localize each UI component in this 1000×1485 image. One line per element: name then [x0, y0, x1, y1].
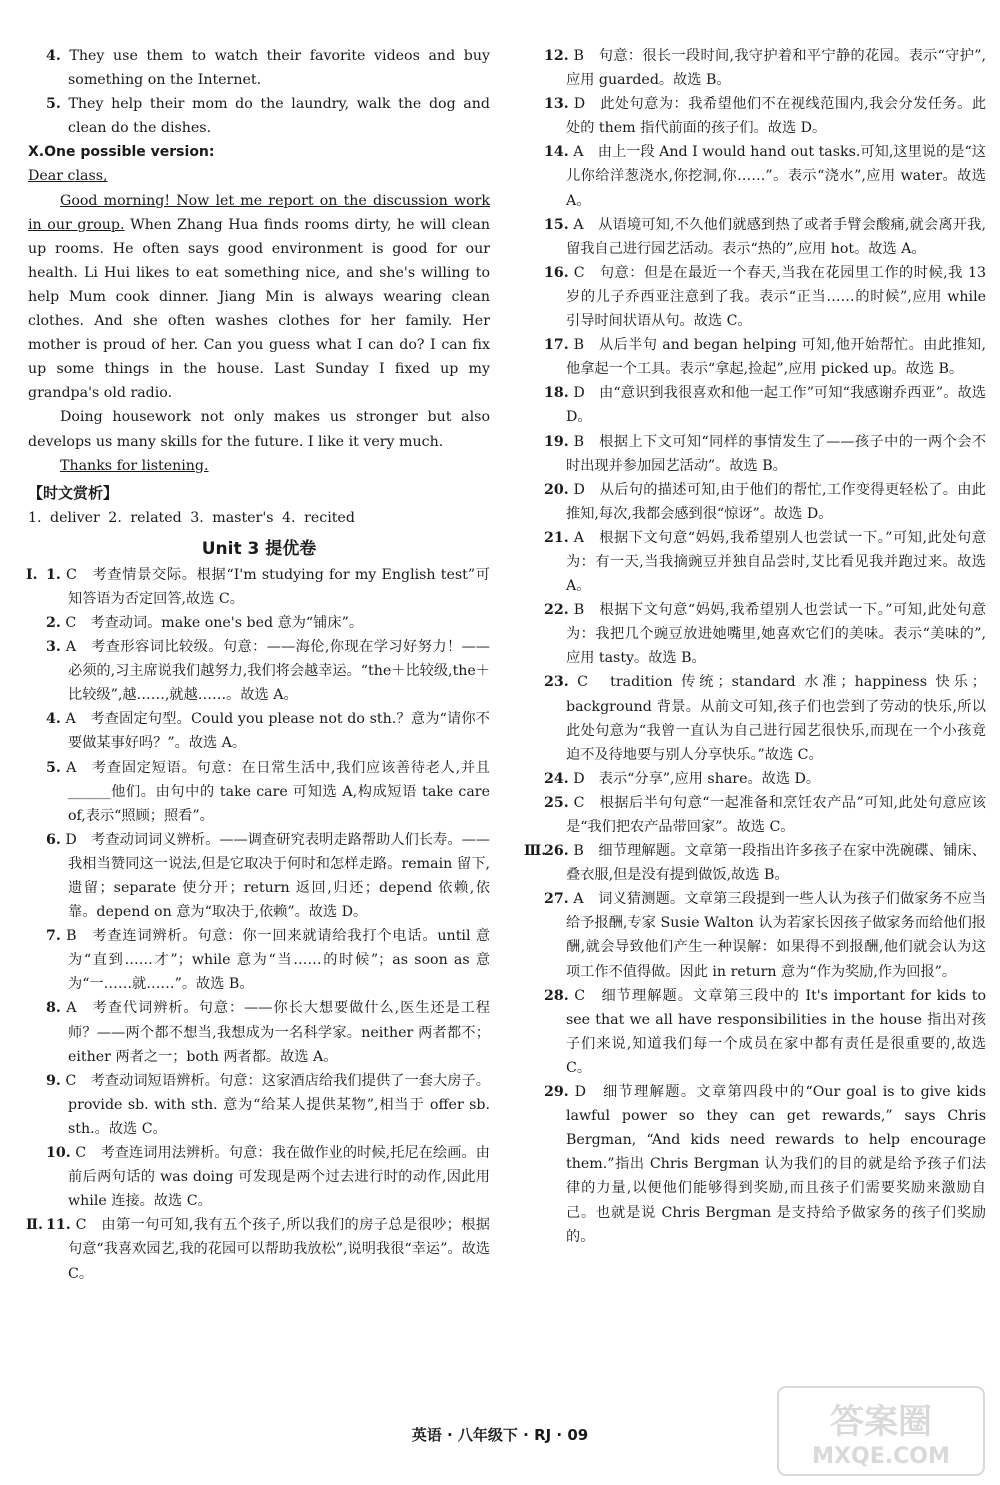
item-number: 18. — [544, 385, 569, 402]
right-column — [526, 44, 986, 1249]
unit-title: Unit 3 提优卷 — [201, 538, 317, 559]
item-text: D 表示“分享”,应用 share。故选 D。 — [573, 770, 821, 787]
item-text: C 根据后半句句意“一起准备和烹饪农产品”可知,此处句意应该是“我们把农产品带回家”。故选 C。 — [566, 794, 986, 835]
answer-item — [28, 828, 490, 924]
item-number: 16. — [544, 264, 569, 281]
item-text: A 根据下文句意“妈妈,我希望别人也尝试一下。”可知,此处句意为：有一天,当我摘豌豆并独自品尝时,艾比看见我并跑过来。故选 A。 — [566, 529, 986, 595]
section-roman: Ⅲ. — [524, 843, 547, 860]
item-text: D 从后句的描述可知,由于他们的帮忙,工作变得更轻松了。由此推知,每次,我都会感到很“惊讶”。故选 D。 — [566, 481, 986, 522]
letter-paragraph-1 — [28, 189, 490, 406]
item-number: 20. — [544, 481, 569, 498]
item-number: 24. — [544, 770, 569, 787]
item-number: 4. — [46, 711, 61, 728]
letter-opening: Good morning! Now let me report on the discussion work in our group. — [28, 192, 490, 233]
item-number: 5. — [46, 759, 61, 776]
item-number: 8. — [46, 1000, 61, 1017]
item-text: A 从语境可知,不久他们就感到热了或者手臂会酸痛,就会离开我,留我自己进行园艺活动。表示“热的”,应用 hot。故选 A。 — [566, 216, 986, 257]
item-number: 15. — [544, 216, 569, 233]
item-text: B 考查连词辨析。句意：你一回来就请给我打个电话。until 意为“直到……才”；while 意为“当……的时候”；as soon as 意为“一……就……”。故选 B。 — [66, 928, 490, 993]
section-2-answers — [526, 44, 986, 1249]
shiwen-answers: 1. deliver 2. related 3. master's 4. recited — [28, 509, 355, 526]
item-number: 6. — [46, 831, 61, 848]
item-text: A 考查代词辨析。句意：——你长大想要做什么,医生还是工程师？——两个都不想当,我想成为一名科学家。neither 两者都不；either 两者之一；both 两者都。故选 A。 — [66, 1000, 490, 1065]
letter-salutation — [28, 164, 490, 188]
item-text: C 由第一句可知,我有五个孩子,所以我们的房子总是很吵；根据句意“我喜欢园艺,我的花园可以帮助我放松”,说明我很“幸运”。故选 C。 — [68, 1217, 490, 1282]
item-number: 4. — [46, 48, 61, 64]
letter-closing — [28, 454, 490, 478]
answer-item — [526, 213, 986, 261]
answer-item — [526, 430, 986, 478]
answer-item — [28, 756, 490, 828]
item-text: C 考查动词。make one's bed 意为“铺床”。 — [65, 614, 364, 631]
answer-item — [526, 44, 986, 92]
answer-item — [28, 44, 490, 92]
item-text: B 细节理解题。文章第一段指出许多孩子在家中洗碗碟、铺床、叠衣服,但是没有提到做饭,故选 B。 — [566, 843, 986, 884]
answer-item — [526, 140, 986, 212]
answer-item — [526, 984, 986, 1080]
item-number: 17. — [544, 337, 569, 354]
answer-item — [526, 333, 986, 381]
answer-item — [526, 478, 986, 526]
answer-item — [526, 670, 986, 766]
answer-item — [28, 92, 490, 140]
item-number: 13. — [544, 96, 569, 113]
answer-item — [28, 1069, 490, 1141]
item-number: 23. — [544, 674, 569, 691]
answer-item — [526, 887, 986, 983]
item-number: 2. — [46, 614, 61, 631]
item-text: A 考查固定短语。句意：在日常生活中,我们应该善待老人,并且______他们。由句中的 take care 可知选 A,构成短语 take care of,表示“照顾；照看”。 — [66, 759, 490, 824]
item-text: B 根据上下文可知“同样的事情发生了——孩子中的一两个会不时出现并参加园艺活动”。故选 B。 — [566, 433, 987, 474]
answer-item — [28, 924, 490, 996]
page-footer: 英语 · 八年级下 · RJ · 09 — [411, 1426, 589, 1444]
watermark-logo — [776, 1385, 986, 1477]
item-text: D 细节理解题。文章第四段中的“Our goal is to give kids lawful power so they can get rewards,” says Chris Bergman, “And kids need rewards to help encourage them.”指出 Chris Bergman 认为我们的目的就是给予孩子们法律的力量,以便他们能够得到奖励,而且孩子们需要奖励来激励自己。也就是说 Chris Bergman 是支持给予做家务的孩子们奖励的。 — [566, 1084, 986, 1245]
answer-item — [28, 996, 490, 1068]
answer-item — [526, 767, 986, 791]
item-text: B 从后半句 and began helping 可知,他开始帮忙。由此推知,他拿起一个工具。表示“拿起,捡起”,应用 picked up。故选 B。 — [566, 337, 986, 378]
section-x-heading — [28, 140, 490, 164]
item-text: C 考查连词用法辨析。句意：我在做作业的时候,托尼在绘画。由前后两句话的 was doing 可发现是两个过去进行时的动作,因此用 while 连接。故选 C。 — [68, 1145, 490, 1210]
left-column — [28, 44, 490, 1286]
item-text: D 此处句意为：我希望他们不在视线范围内,我会分发任务。此处的 them 指代前面的孩子们。故选 D。 — [566, 96, 987, 137]
answer-item — [28, 635, 490, 707]
watermark-line-2: MXQE.COM — [812, 1444, 950, 1469]
item-number: 19. — [544, 433, 569, 450]
item-number: 22. — [544, 602, 569, 619]
answer-item — [28, 1141, 490, 1213]
item-text: C tradition 传统；standard 水准；happiness 快乐；background 背景。从前文可知,孩子们也尝到了劳动的快乐,所以此处句意为“我曾一直认为自己进行园艺很快乐,而现在一个小孩竟迫不及待地要与别人分享快乐。”故选 C。 — [566, 674, 986, 763]
item-number: 21. — [544, 529, 569, 546]
item-number: 7. — [46, 928, 61, 945]
item-number: 12. — [544, 48, 569, 64]
item-text: D 考查动词词义辨析。——调查研究表明走路帮助人们长寿。——我相当赞同这一说法,但是它取决于何时和怎样走路。remain 留下,遗留；separate 使分开；return 返回,归还；depend 依赖,依靠。depend on 意为“取决于,依赖”。故选 D。 — [65, 831, 490, 921]
section-x-label: Ⅹ. — [28, 144, 45, 161]
item-number: 25. — [544, 794, 569, 811]
watermark-line-1: 答案圈 — [830, 1402, 932, 1442]
answer-item — [526, 381, 986, 429]
item-text: C 考查情景交际。根据“I'm studying for my English test”可知答语为否定回答,故选 C。 — [66, 566, 490, 607]
answer-item — [526, 839, 986, 887]
item-number: 1. — [46, 566, 61, 583]
item-number: 14. — [544, 144, 569, 161]
item-number: 5. — [46, 96, 61, 113]
section-roman: Ⅱ. — [26, 1217, 43, 1234]
item-number: 29. — [544, 1084, 569, 1101]
item-number: 27. — [544, 891, 569, 908]
answer-item — [28, 707, 490, 755]
item-text: A 考查形容词比较级。句意：——海伦,你现在学习好努力！——必须的,习主席说我们越努力,我们将会越幸运。“the＋比较级,the＋比较级”,越……,就越……。故选 A。 — [65, 639, 490, 704]
closing-text: Thanks for listening. — [60, 457, 209, 474]
answer-item — [28, 1213, 490, 1285]
answer-item — [526, 261, 986, 333]
item-text: They use them to watch their favorite videos and buy something on the Internet. — [68, 48, 490, 89]
answer-item — [526, 598, 986, 670]
shiwen-heading: 【时文赏析】 — [28, 483, 119, 502]
answer-item — [526, 791, 986, 839]
letter-paragraph-2: Doing housework not only makes us stronger but also develops us many skills for the future. I like it very much. — [28, 409, 490, 450]
item-number: 10. — [46, 1145, 71, 1162]
item-text: A 考查固定句型。Could you please not do sth.？意为“请你不要做某事好吗？”。故选 A。 — [65, 711, 490, 752]
item-text: C 考查动词短语辨析。句意：这家酒店给我们提供了一套大房子。provide sb. with sth. 意为“给某人提供某物”,相当于 offer sb. sth.。故选 C。 — [65, 1072, 490, 1137]
answer-item — [526, 1080, 986, 1249]
item-number: 28. — [544, 987, 569, 1004]
item-text: B 句意：很长一段时间,我守护着和平宁静的花园。表示“守护”,应用 guarded。故选 B。 — [566, 48, 986, 89]
item-text: They help their mom do the laundry, walk the dog and clean do the dishes. — [68, 96, 490, 137]
item-number: 3. — [46, 639, 61, 656]
item-number: 9. — [46, 1072, 61, 1089]
item-text: B 根据下文句意“妈妈,我希望别人也尝试一下。”可知,此处句意为：我把几个豌豆放进她嘴里,她喜欢它们的美味。表示“美味的”,应用 tasty。故选 B。 — [566, 602, 986, 667]
answer-item — [526, 92, 986, 140]
item-number: 26. — [544, 843, 569, 860]
item-text: D 由“意识到我很喜欢和他一起工作”可知“我感谢乔西亚”。故选 D。 — [566, 385, 986, 426]
answer-item — [28, 563, 490, 611]
answer-item — [28, 611, 490, 635]
salutation-text: Dear class, — [28, 168, 108, 185]
section-x-title: One possible version: — [44, 144, 215, 161]
answer-item — [526, 526, 986, 598]
item-text: A 由上一段 And I would hand out tasks.可知,这里说的是“这儿你给洋葱浇水,你挖洞,你……”。表示“浇水”,应用 water。故选 A。 — [566, 144, 986, 209]
item-text: A 词义猜测题。文章第三段提到一些人认为孩子们做家务不应当给予报酬,专家 Susie Walton 认为若家长因孩子做家务而给他们报酬,就会导致他们产生一种误解：如果得不到报酬,他们就会认为这项工作不值得做。因此 in return 意为“作为奖励,作为回报”。 — [566, 891, 987, 980]
item-text: C 句意：但是在最近一个春天,当我在花园里工作的时候,我 13 岁的儿子乔西亚注意到了我。表示“正当……的时候”,应用 while 引导时间状语从句。故选 C。 — [566, 264, 986, 330]
section-1-answers — [28, 563, 490, 1286]
item-text: C 细节理解题。文章第三段中的 It's important for kids to see that we all have responsibilities in the house 指出对孩子们来说,知道我们每一个成员在家中都有责任是很重要的,故选 C。 — [566, 987, 986, 1076]
section-roman: Ⅰ. — [26, 566, 38, 583]
top-items — [28, 44, 490, 140]
letter-body: When Zhang Hua finds rooms dirty, he will clean up rooms. He often says good environment is good for our health. Li Hui likes to eat something nice, and she's willing to help Mum cook dinner. Jiang Min is always wearing clean clothes. And she often washes clothes for her family. Her mother is proud of her. Can you guess what I can do? I can fix up some things in the house. Last Sunday I fixed up my grandpa's old radio. — [28, 216, 490, 402]
item-number: 11. — [46, 1217, 71, 1234]
